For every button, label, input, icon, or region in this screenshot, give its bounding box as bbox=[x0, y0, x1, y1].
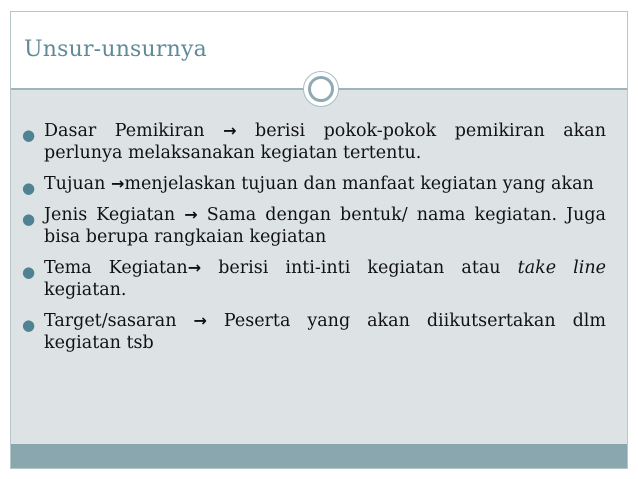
slide-title: Unsur-unsurnya bbox=[24, 37, 207, 62]
bullet-list bbox=[21, 120, 606, 363]
bullet-icon: ● bbox=[22, 210, 36, 228]
arrow-icon: → bbox=[184, 205, 198, 224]
bullet-icon: ● bbox=[22, 263, 36, 281]
arrow-icon: → bbox=[110, 174, 125, 193]
item-description: Sama dengan bentuk/ nama kegiatan. Juga bisa berupa rangkaian kegiatan bbox=[44, 205, 606, 247]
content-area bbox=[11, 90, 627, 445]
item-term: Target/sasaran bbox=[44, 311, 177, 331]
item-term: Jenis Kegiatan bbox=[44, 205, 176, 225]
bullet-icon: ● bbox=[22, 179, 36, 197]
slide bbox=[10, 11, 628, 469]
bullet-icon: ● bbox=[22, 316, 36, 334]
item-description: berisi pokok-pokok pemikiran akan perlunya melaksanakan kegiatan tertentu. bbox=[44, 121, 606, 163]
ring-ornament-icon bbox=[303, 71, 339, 107]
list-item bbox=[21, 120, 606, 164]
item-term: Dasar Pemikiran bbox=[44, 121, 205, 141]
item-description: Peserta yang akan diikutsertakan dlm kegiatan tsb bbox=[44, 311, 606, 353]
item-term: Tema Kegiatan bbox=[44, 258, 188, 278]
bullet-icon: ● bbox=[22, 126, 36, 144]
list-item bbox=[21, 310, 606, 354]
list-item bbox=[21, 257, 606, 301]
arrow-icon: → bbox=[187, 258, 202, 277]
ring-inner bbox=[308, 76, 334, 102]
bottom-bar bbox=[11, 444, 627, 468]
list-item bbox=[21, 173, 606, 195]
item-description: berisi inti-inti kegiatan atau bbox=[218, 258, 501, 278]
item-description: menjelaskan tujuan dan manfaat kegiatan yang akan bbox=[124, 174, 594, 194]
item-description-end: kegiatan. bbox=[44, 280, 127, 300]
item-description-italic: take line bbox=[517, 258, 607, 278]
list-item bbox=[21, 204, 606, 248]
item-term: Tujuan bbox=[44, 174, 106, 194]
arrow-icon: → bbox=[193, 311, 207, 330]
arrow-icon: → bbox=[223, 121, 237, 140]
